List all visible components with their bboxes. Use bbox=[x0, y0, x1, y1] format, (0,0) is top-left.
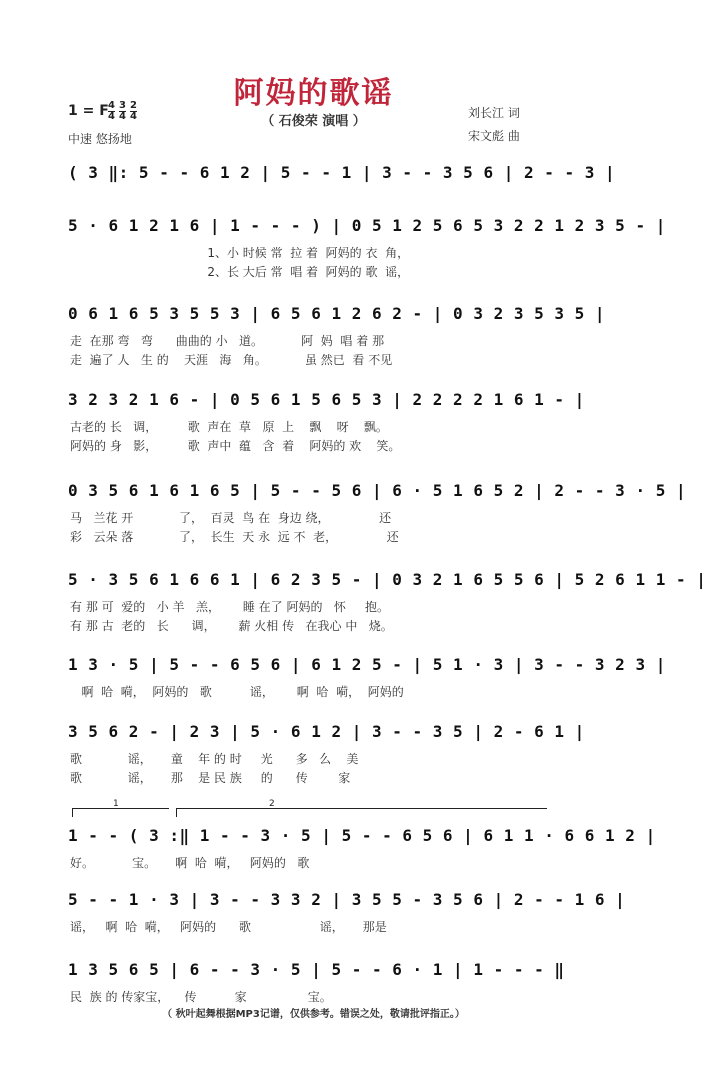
lyrics-line: 民 族 的 传家宝， 传 家 宝。 bbox=[70, 990, 332, 1004]
composer-credit: 宋文彪 曲 bbox=[468, 129, 520, 143]
lyrics-line: 走 遍了 人 生 的 天涯 海 角。 虽 然已 看 不见 bbox=[70, 353, 393, 367]
lyrics-line: 阿妈的 身 影， 歌 声中 蕴 含 着 阿妈的 欢 笑。 bbox=[70, 439, 401, 453]
notation-line: 5 - - 1 · 3 | 3 - - 3 3 2 | 3 5 5 - 3 5 6 | 2 - - 1 6 | bbox=[68, 890, 626, 909]
lyrics-line: 好。 宝。 啊 哈 嗬， 阿妈的 歌 bbox=[70, 856, 310, 870]
lyrics-line: 马 兰花 开 了， 百灵 鸟 在 身边 绕， 还 bbox=[70, 511, 392, 525]
lyrics-line: 彩 云朵 落 了， 长生 天 永 远 不 老， 还 bbox=[70, 530, 399, 544]
lyrics-line: 有 那 可 爱的 小 羊 羔， 睡 在了 阿妈的 怀 抱。 bbox=[70, 600, 389, 614]
time-signature-4-4: 4 4 bbox=[108, 100, 115, 122]
notation-line: ( 3 ‖: 5 - - 6 1 2 | 5 - - 1 | 3 - - 3 5 6 | 2 - - 3 | bbox=[68, 163, 616, 182]
volta-second-ending: 2 bbox=[176, 808, 547, 817]
lyrics-line: 歌 谣， 童 年 的 时 光 多 么 美 bbox=[70, 752, 359, 766]
lyrics-line: 谣， 啊 哈 嗬， 阿妈的 歌 谣， 那是 bbox=[70, 920, 387, 934]
song-title: 阿妈的歌谣 bbox=[233, 76, 394, 111]
tempo-marking: 中速 悠扬地 bbox=[68, 132, 132, 146]
lyrics-line: 有 那 古 老的 长 调， 薪 火相 传 在我心 中 烧。 bbox=[70, 619, 393, 633]
notation-line: 3 2 3 2 1 6 - | 0 5 6 1 5 6 5 3 | 2 2 2 2 1 6 1 - | bbox=[68, 390, 585, 409]
notation-line: 1 - - ( 3 :‖ 1 - - 3 · 5 | 5 - - 6 5 6 | 6 1 1 · 6 6 1 2 | bbox=[68, 826, 656, 845]
lyricist-credit: 刘长江 词 bbox=[468, 106, 520, 120]
time-signature-3-4: 3 4 bbox=[118, 100, 126, 122]
notation-line: 5 · 3 5 6 1 6 6 1 | 6 2 3 5 - | 0 3 2 1 6 5 5 6 | 5 2 6 1 1 - | bbox=[68, 570, 706, 589]
volta-first-ending: 1 bbox=[72, 808, 169, 817]
notation-line: 0 6 1 6 5 3 5 5 3 | 6 5 6 1 2 6 2 - | 0 3 2 3 5 3 5 | bbox=[68, 304, 606, 323]
lyrics-line: 古老的 长 调， 歌 声在 草 原 上 飘 呀 飘。 bbox=[70, 420, 388, 434]
key-signature: 1 = F bbox=[68, 103, 109, 119]
notation-line: 0 3 5 6 1 6 1 6 5 | 5 - - 5 6 | 6 · 5 1 6 5 2 | 2 - - 3 · 5 | bbox=[68, 481, 687, 500]
lyrics-line: 歌 谣， 那 是 民 族 的 传 家 bbox=[70, 771, 351, 785]
time-signature-2-4: 2 4 bbox=[129, 100, 137, 122]
notation-line: 1 3 5 6 5 | 6 - - 3 · 5 | 5 - - 6 · 1 | 1 - - - ‖ bbox=[68, 960, 565, 979]
lyrics-line: 2、长 大后 常 唱 着 阿妈的 歌 谣， bbox=[70, 265, 410, 279]
notation-line: 1 3 · 5 | 5 - - 6 5 6 | 6 1 2 5 - | 5 1 · 3 | 3 - - 3 2 3 | bbox=[68, 655, 666, 674]
time-signatures bbox=[108, 101, 137, 122]
singer-credit: （ 石俊荣 演唱 ） bbox=[261, 114, 366, 129]
lyrics-line: 走 在那 弯 弯 曲曲的 小 道。 阿 妈 唱 着 那 bbox=[70, 334, 385, 348]
notation-line: 3 5 6 2 - | 2 3 | 5 · 6 1 2 | 3 - - 3 5 | 2 - 6 1 | bbox=[68, 722, 585, 741]
notation-line: 5 · 6 1 2 1 6 | 1 - - - ) | 0 5 1 2 5 6 5 3 2 2 1 2 3 5 - | bbox=[68, 216, 666, 235]
lyrics-line: 啊 哈 嗬， 阿妈的 歌 谣， 啊 哈 嗬， 阿妈的 bbox=[70, 685, 404, 699]
lyrics-line: 1、小 时候 常 拉 着 阿妈的 衣 角， bbox=[70, 246, 410, 260]
transcription-note: （ 秋叶起舞根据MP3记谱，仅供参考。错误之处，敬请批评指正。） bbox=[162, 1009, 465, 1020]
